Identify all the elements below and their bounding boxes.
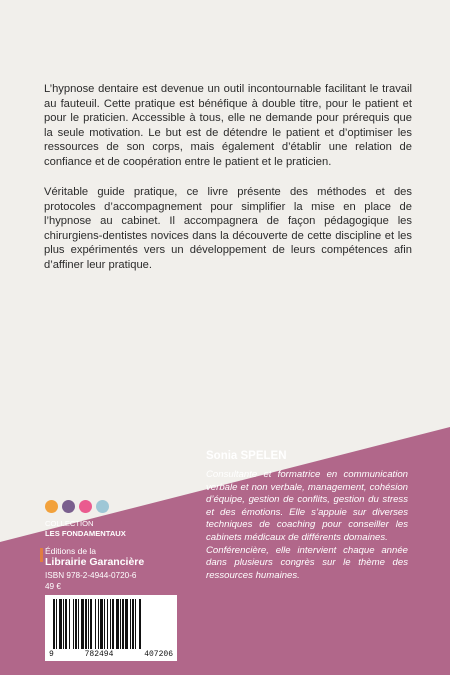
publisher-line-1: Éditions de la: [45, 546, 97, 556]
barcode-digit-group-3: 407206: [144, 650, 173, 659]
isbn-number: ISBN 978-2-4944-0720-6: [45, 571, 137, 580]
price: 49 €: [45, 581, 61, 591]
collection-dot-1: [45, 500, 58, 513]
collection-dot-4: [96, 500, 109, 513]
author-bio-paragraph-2: Conférencière, elle intervient chaque année dans plusieurs congrès sur le thème des ressources humaines.: [206, 544, 408, 581]
publisher-line-2: Librairie Garancière: [45, 556, 145, 568]
collection-label: [45, 519, 126, 539]
publisher-name: [45, 546, 144, 568]
collection-dot-2: [62, 500, 75, 513]
collection-line-2: LES FONDAMENTAUX: [45, 529, 126, 538]
author-bio: [206, 469, 408, 582]
isbn-block: [45, 571, 137, 592]
collection-dot-3: [79, 500, 92, 513]
author-bio-paragraph-1: Consultante et formatrice en communication verbale et non verbale, management, cohésion d’équipe, gestion de conflits, gestion du stress et des émotions. Elle s’appuie sur diverses techniques de coaching pour conseiller les cabinets médicaux de différents domaines.: [206, 469, 408, 543]
publisher-mark-icon: [40, 548, 43, 562]
description-paragraph-2: Véritable guide pratique, ce livre présente des méthodes et des protocoles d’accompagnement pour simplifier la mise en place de l’hypnose au cabinet. Il accompagnera de façon pédagogique les chirurgiens-dentistes novices dans la découverte de cette discipline et les plus expérimentés vers un développement de leurs compétences afin d’affiner leur pratique.: [44, 186, 412, 271]
barcode-digit-group-2: 782494: [84, 650, 114, 659]
collection-dots: [45, 500, 109, 513]
collection-line-1: COLLECTION: [45, 519, 94, 528]
barcode: [45, 595, 177, 661]
description-paragraph-1: L’hypnose dentaire est devenue un outil incontournable facilitant le travail au fauteuil. Cette pratique est bénéfique à double titre, pour le patient et pour le praticien. Accessible à tous, elle ne demande pour prérequis que la seule motivation. Le but est de détendre le patient et d’optimiser les ressources de son corps, mais également d’établir une relation de confiance et de coopération entre le patient et le praticien.: [44, 83, 412, 168]
barcode-bars: [45, 595, 177, 651]
barcode-digits: [45, 650, 177, 659]
barcode-digit-group-1: 9: [49, 650, 54, 659]
author-name: Sonia SPELEN: [206, 450, 287, 462]
